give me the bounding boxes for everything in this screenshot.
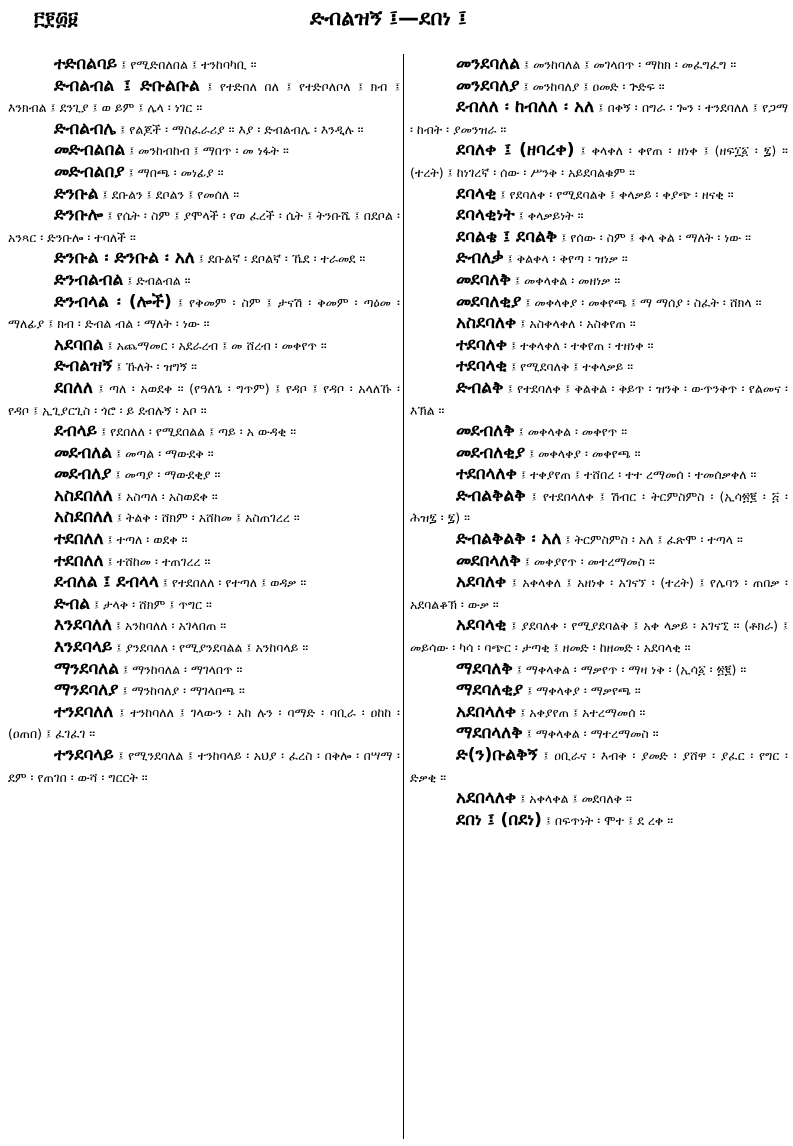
dictionary-entry xyxy=(8,335,400,357)
headword: መደብለያ xyxy=(54,464,112,485)
headword: ድብልቅልቅ ፡ አለ xyxy=(456,529,562,550)
definition: ፤ ያደባለቀ ፡ የሚያደባልቅ ፤ አቀ ላቃይ ፡ አገናኚ ። (ቶክራ) ፤ መይሳው ፡ ካሳ ፡ ባጭር ፡ ታጣቂ ፤ ዘመድ ፡ ከዘመድ ፡ አደባላቂ ። xyxy=(410,618,788,656)
definition: ፤ መንከባለያ ፤ ዐመድ ፡ ጕድፍ ። xyxy=(519,78,665,94)
headword: ደበለለ xyxy=(54,377,93,398)
dictionary-entry xyxy=(8,680,400,702)
headword: ደብለለ ፡ ከብለለ ፡ አለ xyxy=(456,97,595,118)
running-head: ድብልዝኝ ፤—ደበነ ፤ xyxy=(310,6,467,30)
dictionary-entry xyxy=(8,292,400,335)
dictionary-entry xyxy=(8,421,400,443)
definition: ፤ የልጆች ፡ ማስፈራሪያ ። እያ ፡ ድብልብሌ ፡ እንዲሉ ። xyxy=(116,121,364,137)
definition: ፤ መንከብከብ ፤ ማበጥ ፡ መ ነፋት ። xyxy=(125,143,289,159)
dictionary-entry xyxy=(8,745,400,788)
headword: ድብለቃ xyxy=(456,248,504,269)
dictionary-entry xyxy=(8,615,400,637)
dictionary-entry xyxy=(8,378,400,421)
headword: ተንደባለለ xyxy=(54,701,114,722)
definition: ፤ የሚደባለቅ ፤ ተቀላቃይ ። xyxy=(507,359,634,375)
headword: ተድበልባይ xyxy=(54,54,118,74)
headword: መድብልበል xyxy=(54,140,126,161)
headword: ተደበላለቀ xyxy=(456,464,517,485)
headword: ድ(ን)ቡልቅኝ xyxy=(456,745,538,765)
headword: አደበላለቀ xyxy=(456,788,517,809)
definition: ፤ በፍጥነት ፡ ሞተ ፤ ደ ረቀ ። xyxy=(541,812,674,828)
dictionary-entry xyxy=(410,140,788,183)
headword: ማደበላለቅ xyxy=(456,723,523,744)
headword: ደባለቀ ፤ (ዘባረቀ) xyxy=(456,140,575,161)
dictionary-body xyxy=(0,54,793,1139)
headword: እንደባለለ xyxy=(54,615,112,636)
headword: መደበላለቅ xyxy=(456,550,521,571)
headword: መደባለቂያ xyxy=(456,291,522,312)
dictionary-entry xyxy=(8,356,400,378)
headword: መደብለቅ xyxy=(456,421,515,442)
dictionary-entry xyxy=(410,313,788,335)
definition: ፤ ማቀላቀያ ፡ ማቃየጫ ። xyxy=(523,683,641,699)
headword: ድብልቅልቅ xyxy=(456,485,526,506)
definition: ፤ ያንደባለለ ፡ የሚያንደባልል ፤ አንከባላይ ። xyxy=(112,640,309,656)
definition: ፤ መቀላቀል ፡ መዘነቃ ። xyxy=(510,272,621,288)
definition: ፤ ማቀላቀል ፡ ማተረማመስ ። xyxy=(522,726,659,742)
definition: ፤ ማቀላቀል ፡ ማቃየጥ ፡ ማዛ ነቅ ፡ (ኢሳ፩ ፡ ፳፪) ። xyxy=(512,661,747,677)
headword: ድብልብል ፤ ድቡልቡል xyxy=(54,75,200,96)
dictionary-entry xyxy=(410,659,788,681)
dictionary-entry xyxy=(410,723,788,745)
headword: ደባላቂነት xyxy=(456,205,515,226)
definition: ፤ ተንከባለለ ፤ ገላውን ፡ አከ ሉን ፡ ባማድ ፡ ባቢራ ፡ ዐከከ ፡ (ዐጠበ) ፤ ፈገፈገ ። xyxy=(8,704,400,742)
dictionary-entry xyxy=(410,680,788,702)
dictionary-entry xyxy=(8,248,400,270)
page-number: ፫፻፴፱ xyxy=(34,8,79,30)
definition: ፤ ቀላቃይነት ። xyxy=(514,208,584,224)
headword: አደባላቂ xyxy=(456,615,507,636)
headword: ድንቡል ፡ ድንቡል ፡ አለ xyxy=(54,248,195,269)
dictionary-entry xyxy=(410,745,788,788)
dictionary-entry xyxy=(410,810,788,832)
definition: ፤ አስቀላቀለ ፡ አስቀየጠ ። xyxy=(516,316,636,332)
dictionary-entry xyxy=(410,421,788,443)
definition: ፤ መቀያየጥ ፡ መተረማመስ ። xyxy=(520,553,655,569)
dictionary-entry xyxy=(8,572,400,594)
headword: መደብለቂያ xyxy=(456,442,526,463)
headword: ተደባለቀ xyxy=(456,334,508,355)
definition: ፤ ቀላቀለ ፡ ቀየጠ ፡ ዘነቀ ፤ (ዘፍ፲፩ ፡ ፯) ። (ተረት) ፤ ከነገረኛ ፡ ሰው ፡ ሥንቅ ፡ አይደባልቁም ። xyxy=(410,143,788,180)
definition: ፤ መጣል ፡ ማውደቅ ። xyxy=(112,445,214,461)
definition: ፤ ማበጫ ፡ መነፊያ ። xyxy=(124,164,224,180)
headword: ማንደባለል xyxy=(54,658,120,679)
page-header xyxy=(0,6,793,36)
dictionary-entry xyxy=(8,551,400,573)
dictionary-entry xyxy=(410,248,788,270)
headword: ድንብላል ፡ (ሎች) xyxy=(54,291,172,312)
definition: ፤ የሚንደባለል ፤ ተንከባላይ ፡ አህያ ፡ ፈረስ ፡ በቅሎ ፡ በሣማ ፡ ደም ፡ የጠገበ ፡ ውሻ ፡ ግርርት ። xyxy=(8,748,400,785)
definition: ፤ ማንከባለያ ፡ ማገላበጫ ። xyxy=(118,683,245,699)
headword: አደበላለቀ xyxy=(456,701,517,722)
dictionary-entry xyxy=(410,529,788,551)
dictionary-entry xyxy=(410,76,788,98)
dictionary-entry xyxy=(8,507,400,529)
dictionary-entry xyxy=(8,594,400,616)
headword: ተደባላቂ xyxy=(456,356,508,377)
right-column xyxy=(410,54,788,1139)
definition: ፤ መቀላቀል ፡ መቀየጥ ። xyxy=(514,424,628,440)
definition: ፤ መንከባለል ፤ መገላበጥ ፡ ማከክ ፡ መፈግፈግ ። xyxy=(520,57,737,72)
dictionary-entry xyxy=(8,205,400,248)
definition: ፤ የተደበለለ ፡ የተጣለ ፤ ወዳቃ ። xyxy=(158,575,307,591)
headword: ማንደባለያ xyxy=(54,680,119,701)
left-column xyxy=(8,54,400,1139)
dictionary-entry xyxy=(410,205,788,227)
definition: ፤ በቀኝ ፡ በግራ ፡ ጐን ፡ ተንደባለለ ፤ የጋማ ፡ ከብት ፡ ያመንዝራ ። xyxy=(410,100,788,137)
headword: አደባበል xyxy=(54,334,104,355)
definition: ፤ ጣለ ፡ አወደቀ ። (የዓለጌ ፡ ግጥም) ፤ የዳቦ ፤ የዳቦ ፡ አላለኹ ፡ የዳቦ ፤ ኢጊያርጊስ ፡ ጎሮ ፡ ይ ደብሉኝ ፡ አቦ ። xyxy=(8,380,400,418)
dictionary-entry xyxy=(410,615,788,658)
dictionary-entry xyxy=(8,162,400,184)
definition: ፤ ተቀላቀለ ፡ ተቀየጠ ፡ ተዘነቀ ። xyxy=(507,337,654,353)
headword: ድንብልብል xyxy=(54,269,124,290)
definition: ፤ ተቀያየጠ ፤ ተሸበረ ፡ ተተ ረማመሰ ፡ ተመሰቃቀለ ። xyxy=(516,467,757,483)
headword: መንደባለል xyxy=(456,54,521,74)
definition: ፤ ደቡልን ፤ ደቦልን ፤ የመሰለ ። xyxy=(98,186,240,202)
dictionary-entry xyxy=(8,529,400,551)
headword: ደበነ ፤ (በደነ) xyxy=(456,809,542,830)
definition: ፤ ድብልብል ። xyxy=(123,272,191,288)
dictionary-entry xyxy=(8,443,400,465)
definition: ፤ ተጣለ ፡ ወደቀ ። xyxy=(103,532,188,548)
headword: ተደበለለ xyxy=(54,529,104,550)
definition: ፤ የቅመም ፡ ስም ፤ ታናሽ ፡ ቅመም ፡ ጣዕመ ፡ ማለፊያ ፤ ክብ ፡ ድብል ብል ፡ ማለት ፡ ነው ። xyxy=(8,294,400,332)
dictionary-entry xyxy=(410,702,788,724)
headword: አስደበለለ xyxy=(54,507,113,528)
dictionary-entry xyxy=(8,464,400,486)
definition: ፤ የተደባለቀ ፤ ቅልቅል ፡ ቅይጥ ፡ ዝንቅ ፡ ውጥንቅጥ ፡ የልመና ፡ እኽል ። xyxy=(410,380,788,418)
dictionary-entry xyxy=(410,292,788,314)
definition: ፤ ማንከባለል ፡ ማገላበጥ ። xyxy=(119,661,243,677)
definition: ፤ የተደበላለቀ ፤ ሽብር ፡ ትርምስምስ ፡ (ኢሳ፳፪ ፡ ፭ ፡ ሕዝ፯ ፡ ፯) ። xyxy=(410,488,788,526)
dictionary-entry xyxy=(410,97,788,140)
definition: ፤ መጣያ ፡ ማውደቂያ ። xyxy=(111,467,221,483)
headword: እንደባላይ xyxy=(54,637,113,658)
headword: ደብላይ xyxy=(54,421,98,442)
dictionary-entry xyxy=(8,140,400,162)
definition: ፤ ታላቅ ፡ ሸክም ፤ ጥግር ። xyxy=(90,596,212,612)
dictionary-entry xyxy=(410,335,788,357)
headword: ደባልቄ ፤ ደባልቅ xyxy=(456,226,558,247)
definition: ፤ አቀላቀል ፤ መደባለቅ ። xyxy=(516,791,632,807)
headword: ደባላቂ xyxy=(456,183,497,204)
dictionary-entry xyxy=(410,551,788,573)
definition: ፤ አቀያየጠ ፤ አተረማመሰ ። xyxy=(516,704,646,720)
definition: ፤ የሴት ፡ ስም ፤ ያሞላች ፡ የወ ፈረች ፡ ሴት ፤ ትንቡሼ ፤ በደቦል ፡ አንጻር ፡ ድንቡሎ ፡ ተባለች ። xyxy=(8,208,400,245)
headword: መድብልበያ xyxy=(54,161,125,182)
headword: አደባለቀ xyxy=(456,572,507,593)
definition: ፤ የሚድበለበል ፤ ተንከባካቢ ። xyxy=(117,57,257,72)
definition: ፤ ትልቅ ፡ ሸክም ፡ አሸከመ ፤ አስጠገረረ ። xyxy=(112,510,300,526)
headword: ድብልቅ xyxy=(456,377,504,398)
dictionary-entry xyxy=(8,637,400,659)
headword: ድብልዝኝ xyxy=(54,356,113,377)
dictionary-entry xyxy=(410,227,788,249)
definition: ፤ የተድበለ በለ ፤ የተድቦለቦለ ፤ ክብ ፤ እንክብል ፤ ደንጊያ ፤ ወ ይም ፤ ሌላ ፡ ነገር ። xyxy=(8,78,400,116)
headword: ድንቡሎ xyxy=(54,205,104,226)
dictionary-entry xyxy=(410,486,788,529)
definition: ፤ አጨማመር ፡ አደራረብ ፤ መ ሸረብ ፡ መቀየጥ ። xyxy=(103,337,327,353)
definition: ፤ ትርምስምስ ፡ አለ ፤ ፈጽሞ ፡ ተጣላ ። xyxy=(561,532,743,548)
definition: ፤ የሰው ፡ ስም ፤ ቀላ ቅል ፡ ማለት ፡ ነው ። xyxy=(557,229,752,245)
dictionary-entry xyxy=(410,464,788,486)
definition: ፤ አስጣለ ፡ አስወደቀ ። xyxy=(112,488,218,504)
definition: ፤ ተሸከመ ፡ ተጠገረረ ። xyxy=(103,553,211,569)
dictionary-entry xyxy=(410,572,788,615)
definition: ፤ የደበለለ ፡ የሚደበልል ፤ ጣይ ፡ አ ውዳቂ ። xyxy=(97,424,297,440)
headword: መደብለል xyxy=(54,442,113,463)
dictionary-entry xyxy=(410,788,788,810)
headword: ተደበለለ xyxy=(54,550,104,571)
definition: ፤ ቅልቀላ ፡ ቅየጣ ፡ ዝነቃ ። xyxy=(503,251,628,267)
headword: መንደባለያ xyxy=(456,75,520,96)
dictionary-entry xyxy=(8,184,400,206)
dictionary-entry xyxy=(410,184,788,206)
definition: ፤ መቀላቀያ ፡ መቀየጫ ። xyxy=(525,445,641,461)
dictionary-entry xyxy=(8,486,400,508)
definition: ፤ አንከባለለ ፡ አገላበጠ ። xyxy=(111,618,227,634)
dictionary-entry xyxy=(8,54,400,76)
headword: ድብል xyxy=(54,593,91,614)
definition: ፤ መቀላቀያ ፡ መቀየጫ ፤ ማ ማሰያ ፡ ስፈት ፡ ሸክላ ። xyxy=(521,294,762,310)
dictionary-entry xyxy=(410,378,788,421)
headword: አስደበለለ xyxy=(54,485,113,506)
headword: መደባለቅ xyxy=(456,269,511,290)
headword: ማደባለቂያ xyxy=(456,680,524,701)
headword: ደብለል ፤ ደብላላ xyxy=(54,572,159,593)
headword: ድንቡል xyxy=(54,183,99,204)
headword: አስደባለቀ xyxy=(456,313,517,334)
headword: ተንደባላይ xyxy=(54,745,114,765)
headword: ማደባለቅ xyxy=(456,658,513,679)
dictionary-entry xyxy=(410,54,788,76)
dictionary-entry xyxy=(8,702,400,745)
dictionary-entry xyxy=(8,270,400,292)
dictionary-entry xyxy=(8,659,400,681)
definition: ፤ ዐቢራና ፡ እብቅ ፡ ያመድ ፡ ያሸዋ ፡ ያፈር ፡ የግር ፡ ድቃቂ ። xyxy=(410,748,788,785)
dictionary-entry xyxy=(8,76,400,119)
definition: ፤ የደባለቀ ፡ የሚደባልቅ ፤ ቀላቃይ ፡ ቀያጭ ፡ ዘናቂ ። xyxy=(496,186,734,202)
dictionary-entry xyxy=(410,356,788,378)
definition: ፤ አቀላቀለ ፤ አዘነቀ ፡ አገናኘ ፡ (ተረት) ፤ የሌባን ፡ ጠበቃ ፡ አደባልቆኽ ፡ ውቃ ። xyxy=(410,575,788,612)
dictionary-entry xyxy=(8,119,400,141)
definition: ፤ ኹለት ፡ ዝግኝ ። xyxy=(112,359,197,375)
dictionary-entry xyxy=(410,270,788,292)
dictionary-entry xyxy=(410,443,788,465)
headword: ድብልብሌ xyxy=(54,118,117,139)
definition: ፤ ደቡልኛ ፡ ደቦልኛ ፡ ኼደ ፡ ተራመደ ። xyxy=(194,251,366,267)
